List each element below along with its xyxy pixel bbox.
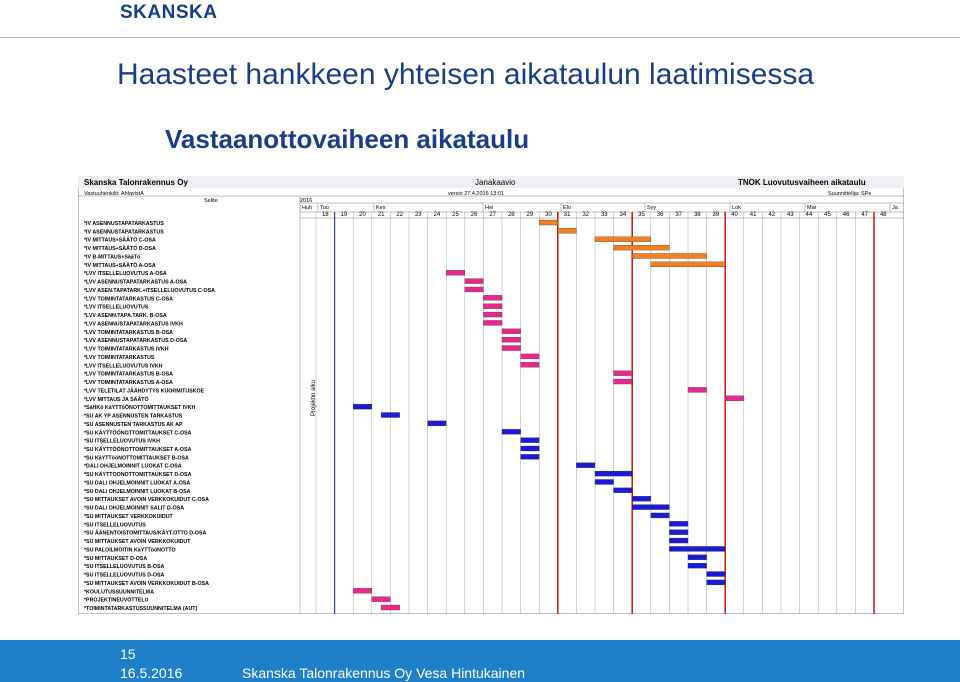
gantt-task-label: *SU ITSELLELUOVUTUS <box>84 522 146 529</box>
gantt-task-bar <box>428 421 447 426</box>
gantt-week-label: 19 <box>340 212 348 218</box>
gantt-task-label: *LVV TOIMINTATARKASTUS C-OSA <box>84 296 173 303</box>
gantt-week-label: 23 <box>414 212 422 218</box>
gantt-task-label: *LVV TOIMINTATARKASTUS <box>84 354 155 361</box>
gantt-task-label: *SU KÄYTTOONOTTOMITTAUKSET D-OSA <box>84 472 192 479</box>
gantt-week-label: 29 <box>526 212 534 218</box>
gantt-week-label: 32 <box>582 212 590 218</box>
gantt-week-label: 28 <box>507 212 515 218</box>
gantt-task-bar <box>725 396 744 401</box>
gantt-week-label: 45 <box>824 212 831 218</box>
gantt-task-label: *LVV TELETILAT JÄÄHDYTYS KUORMITUSKOE <box>84 388 205 395</box>
gantt-week-label: 35 <box>638 212 645 218</box>
gantt-task-bar <box>688 387 707 392</box>
gantt-task-label: *SU AK YP ASENNUSTEN TARKASTUS <box>84 413 183 420</box>
gantt-week-label: 48 <box>879 212 887 218</box>
gantt-task-label: *SU MITTAUKSET D-OSA <box>84 555 148 562</box>
gantt-task-bar <box>502 429 521 434</box>
gantt-version: versio 27.4.2016 13:01 <box>448 191 504 197</box>
gantt-task-bar <box>595 237 651 242</box>
gantt-task-label: *SU DALI OHJELMOINNIT LUOKAT B-OSA <box>84 488 191 495</box>
gantt-desc-header: Selite <box>204 198 218 204</box>
footer-bar <box>0 640 960 682</box>
gantt-task-label: *SU KÄYTTÖÖNOTTOMITTAUKSET A-OSA <box>84 446 192 453</box>
gantt-task-bar <box>669 521 688 526</box>
gantt-vertical-label: Projektin alku <box>311 379 317 416</box>
gantt-task-label: *SU MITTAUKSET AVOIN VERKKOKUIDUT C-OSA <box>84 497 209 504</box>
gantt-task-bar <box>502 329 521 334</box>
gantt-task-bar <box>502 346 521 351</box>
gantt-task-label: *LVV ASENNUSTAPATARKASTUS D-OSA <box>84 338 188 345</box>
gantt-task-label: *LVV ASENNUSTAPATARKASTUS A-OSA <box>84 279 187 286</box>
gantt-task-bar <box>651 262 725 267</box>
gantt-week-label: 46 <box>842 212 850 218</box>
gantt-task-bar <box>465 287 484 292</box>
gantt-task-bar <box>595 471 632 476</box>
gantt-task-label: *LVV ITSELLELUOVUTUS A-OSA <box>84 271 167 278</box>
gantt-task-label: *LVV ASENN.TAPA.TARK. B-OSA <box>84 313 167 320</box>
gantt-week-label: 24 <box>433 212 441 218</box>
gantt-task-label: *SU KÄYTTÖÖNOTTOMITTAUKSET C-OSA <box>84 430 192 437</box>
gantt-task-bar <box>707 572 726 577</box>
gantt-week-label: 31 <box>563 212 571 218</box>
gantt-planner: Suunnittelija: SPe <box>828 191 872 197</box>
gantt-task-label: *IV MITTAUS+SÄÄTÖ C-OSA <box>84 237 156 244</box>
gantt-week-label: 36 <box>656 212 664 218</box>
page-number: 15 <box>120 646 136 662</box>
gantt-task-label: *LVV ITSELLELUOVUTUS IVKH <box>84 363 163 370</box>
gantt-task-bar <box>521 354 540 359</box>
gantt-task-label: *SU MITTAUKSET AVOIN VERKKOKUIDUT B-OSA <box>84 580 209 587</box>
gantt-task-label: *LVV ITSELLELUOVUTUS <box>84 304 149 311</box>
gantt-task-bar <box>614 245 670 250</box>
gantt-month-label: Kes <box>376 205 386 211</box>
gantt-task-bar <box>614 371 633 376</box>
gantt-week-label: 27 <box>489 212 497 218</box>
gantt-week-label: 38 <box>693 212 701 218</box>
gantt-week-label: 26 <box>470 212 478 218</box>
gantt-month-label: Mar <box>807 205 817 211</box>
skanska-logo: SKANSKA <box>120 2 218 23</box>
gantt-week-label: 33 <box>600 212 608 218</box>
gantt-task-label: *LVV TOIMINTATARKASTUS B-OSA <box>84 371 173 378</box>
footer-date: 16.5.2016 <box>120 665 183 681</box>
gantt-task-label: *SU MITTAUKSET VERKKOKUIDUT <box>84 513 173 520</box>
gantt-task-label: *SU DALI OHJELMOINNIT LUOKAT A-OSA <box>84 480 191 487</box>
gantt-task-bar <box>614 379 633 384</box>
gantt-task-label: *SäHKö KäYTTöÖNOTTOMITTAUKSET IVKH <box>84 405 196 412</box>
gantt-month-label: Syy <box>647 205 657 211</box>
gantt-task-label: *IV MITTAUS+SÄÄTÖ D-OSA <box>84 246 156 253</box>
gantt-task-bar <box>576 463 595 468</box>
gantt-week-label: 40 <box>731 212 738 218</box>
gantt-week-label: 44 <box>805 212 813 218</box>
gantt-task-label: *SU ITSELLELUOVUTUS IVKH <box>84 438 160 445</box>
gantt-task-label: *IV MITTAUS+SÄÄTÖ A-OSA <box>84 262 156 269</box>
gantt-week-label: 37 <box>675 212 683 218</box>
gantt-task-bar <box>707 580 726 585</box>
gantt-task-bar <box>688 555 707 560</box>
gantt-task-bar <box>632 505 669 510</box>
gantt-chart-image <box>78 176 904 614</box>
gantt-task-label: *LVV TOIMINTATARKASTUS IVKH <box>84 346 169 353</box>
gantt-task-label: *SU PALOILMOITIN KäYTTööNOTTO <box>84 547 176 554</box>
gantt-task-bar <box>632 496 651 501</box>
gantt-week-label: 42 <box>768 212 776 218</box>
slide-subtitle: Vastaanottovaiheen aikataulu <box>165 124 530 154</box>
gantt-task-bar <box>669 530 688 535</box>
gantt-week-label: 34 <box>619 212 627 218</box>
gantt-task-bar <box>381 413 400 418</box>
gantt-week-label: 30 <box>545 212 552 218</box>
gantt-month-label: Elo <box>563 205 571 211</box>
header-divider <box>0 37 960 38</box>
gantt-task-bar <box>483 320 502 325</box>
gantt-task-bar <box>381 605 400 610</box>
gantt-month-label: Ja <box>892 205 898 211</box>
gantt-task-bar <box>483 312 502 317</box>
gantt-week-label: 43 <box>786 212 794 218</box>
gantt-task-label: *TOIMINTATARKASTUSSUUNNITELMA (AUT) <box>84 606 198 613</box>
gantt-task-label: *IV B-MITTAUS+SääTö <box>84 254 141 261</box>
footer-company: Skanska Talonrakennus Oy Vesa Hintukainen <box>242 665 526 681</box>
gantt-task-label: *KOULUTUSSUUNNITELMA <box>84 589 155 596</box>
gantt-week-label: 22 <box>396 212 404 218</box>
gantt-task-bar <box>521 438 540 443</box>
gantt-task-label: *LVV ASEN.TAPATARK.+ITSELLELUOVUTUS C-OSA <box>84 287 216 294</box>
gantt-week-label: 39 <box>712 212 720 218</box>
gantt-task-bar <box>614 488 633 493</box>
gantt-task-bar <box>502 337 521 342</box>
gantt-week-label: 47 <box>861 212 869 218</box>
gantt-task-label: *IV ASENNUSTAPATARKASTUS <box>84 229 164 236</box>
slide-title: Haasteet hankkeen yhteisen aikataulun laatimisessa <box>117 58 815 91</box>
gantt-task-label: *IV ASENNUSTAPATARKASTUS <box>84 221 164 227</box>
gantt-task-label: *SU ASENNUSTEN TARKASTUS AK AP <box>84 421 183 428</box>
gantt-task-label: *SU KäYTTööNOTTOMITTAUKSET B-OSA <box>84 455 189 462</box>
gantt-svg <box>78 176 904 614</box>
gantt-task-label: *SU ITSELLELUOVUTUS D-OSA <box>84 572 165 579</box>
gantt-frame <box>78 176 904 614</box>
gantt-task-label: *LVV TOIMINTATARKASTUS A-OSA <box>84 380 173 387</box>
gantt-week-label: 21 <box>377 212 385 218</box>
gantt-task-bar <box>483 304 502 309</box>
gantt-task-bar <box>521 446 540 451</box>
gantt-company: Skanska Talonrakennus Oy <box>84 178 188 187</box>
gantt-year: 2016 <box>300 198 313 204</box>
gantt-week-label: 25 <box>452 212 459 218</box>
gantt-week-label: 18 <box>321 212 329 218</box>
gantt-task-label: *PROJEKTINEUVOTTELU <box>84 597 149 604</box>
gantt-week-label: 41 <box>749 212 757 218</box>
gantt-task-bar <box>353 404 372 409</box>
gantt-task-label: *LVV ASENNUSTAPATARKASTUS IVKH <box>84 321 183 328</box>
gantt-task-bar <box>688 563 707 568</box>
gantt-task-label: *DALI OHJELMOINNIT LUOKAT C-OSA <box>84 463 182 470</box>
gantt-task-bar <box>465 279 484 284</box>
gantt-week-label: 20 <box>359 212 366 218</box>
gantt-task-bar <box>651 513 670 518</box>
gantt-task-bar <box>353 588 372 593</box>
gantt-task-bar <box>372 597 391 602</box>
gantt-task-bar <box>558 228 577 233</box>
gantt-task-bar <box>632 253 706 258</box>
gantt-task-label: *SU DALI OHJELMOINNIT SALIT D-OSA <box>84 505 185 512</box>
gantt-task-bar <box>483 295 502 300</box>
gantt-task-label: *LVV TOIMINTATARKASTUS B-OSA <box>84 329 173 336</box>
gantt-task-bar <box>521 454 540 459</box>
gantt-task-label: *SU MITTAUKSET AVOIN VERKKOKUIDUT <box>84 539 191 546</box>
gantt-responsible: Vastuuhenkilö: AhlqvistA <box>84 191 144 197</box>
gantt-task-label: *LVV MITTAUS JA SÄÄTÖ <box>84 396 149 403</box>
gantt-task-bar <box>669 546 725 551</box>
gantt-schedule-title: TNOK Luovutusvaiheen aikataulu <box>738 178 866 187</box>
gantt-task-bar <box>595 479 614 484</box>
gantt-task-bar <box>521 362 540 367</box>
gantt-task-label: *SU ITSELLELUOVUTUS B-OSA <box>84 564 165 571</box>
gantt-task-bar <box>446 270 465 275</box>
gantt-month-label: Lok <box>732 205 741 211</box>
gantt-month-label: Hei <box>485 205 494 211</box>
gantt-chart-type: Janakaavio <box>475 178 516 187</box>
gantt-task-bar <box>539 220 558 225</box>
gantt-task-label: *SU ÄÄNENTOISTOMITTAUS/KÄYT.OTTO D-OSA <box>84 530 207 537</box>
gantt-month-label: Tou <box>320 205 329 211</box>
gantt-task-bar <box>669 538 688 543</box>
gantt-month-label: Huh <box>302 205 313 211</box>
